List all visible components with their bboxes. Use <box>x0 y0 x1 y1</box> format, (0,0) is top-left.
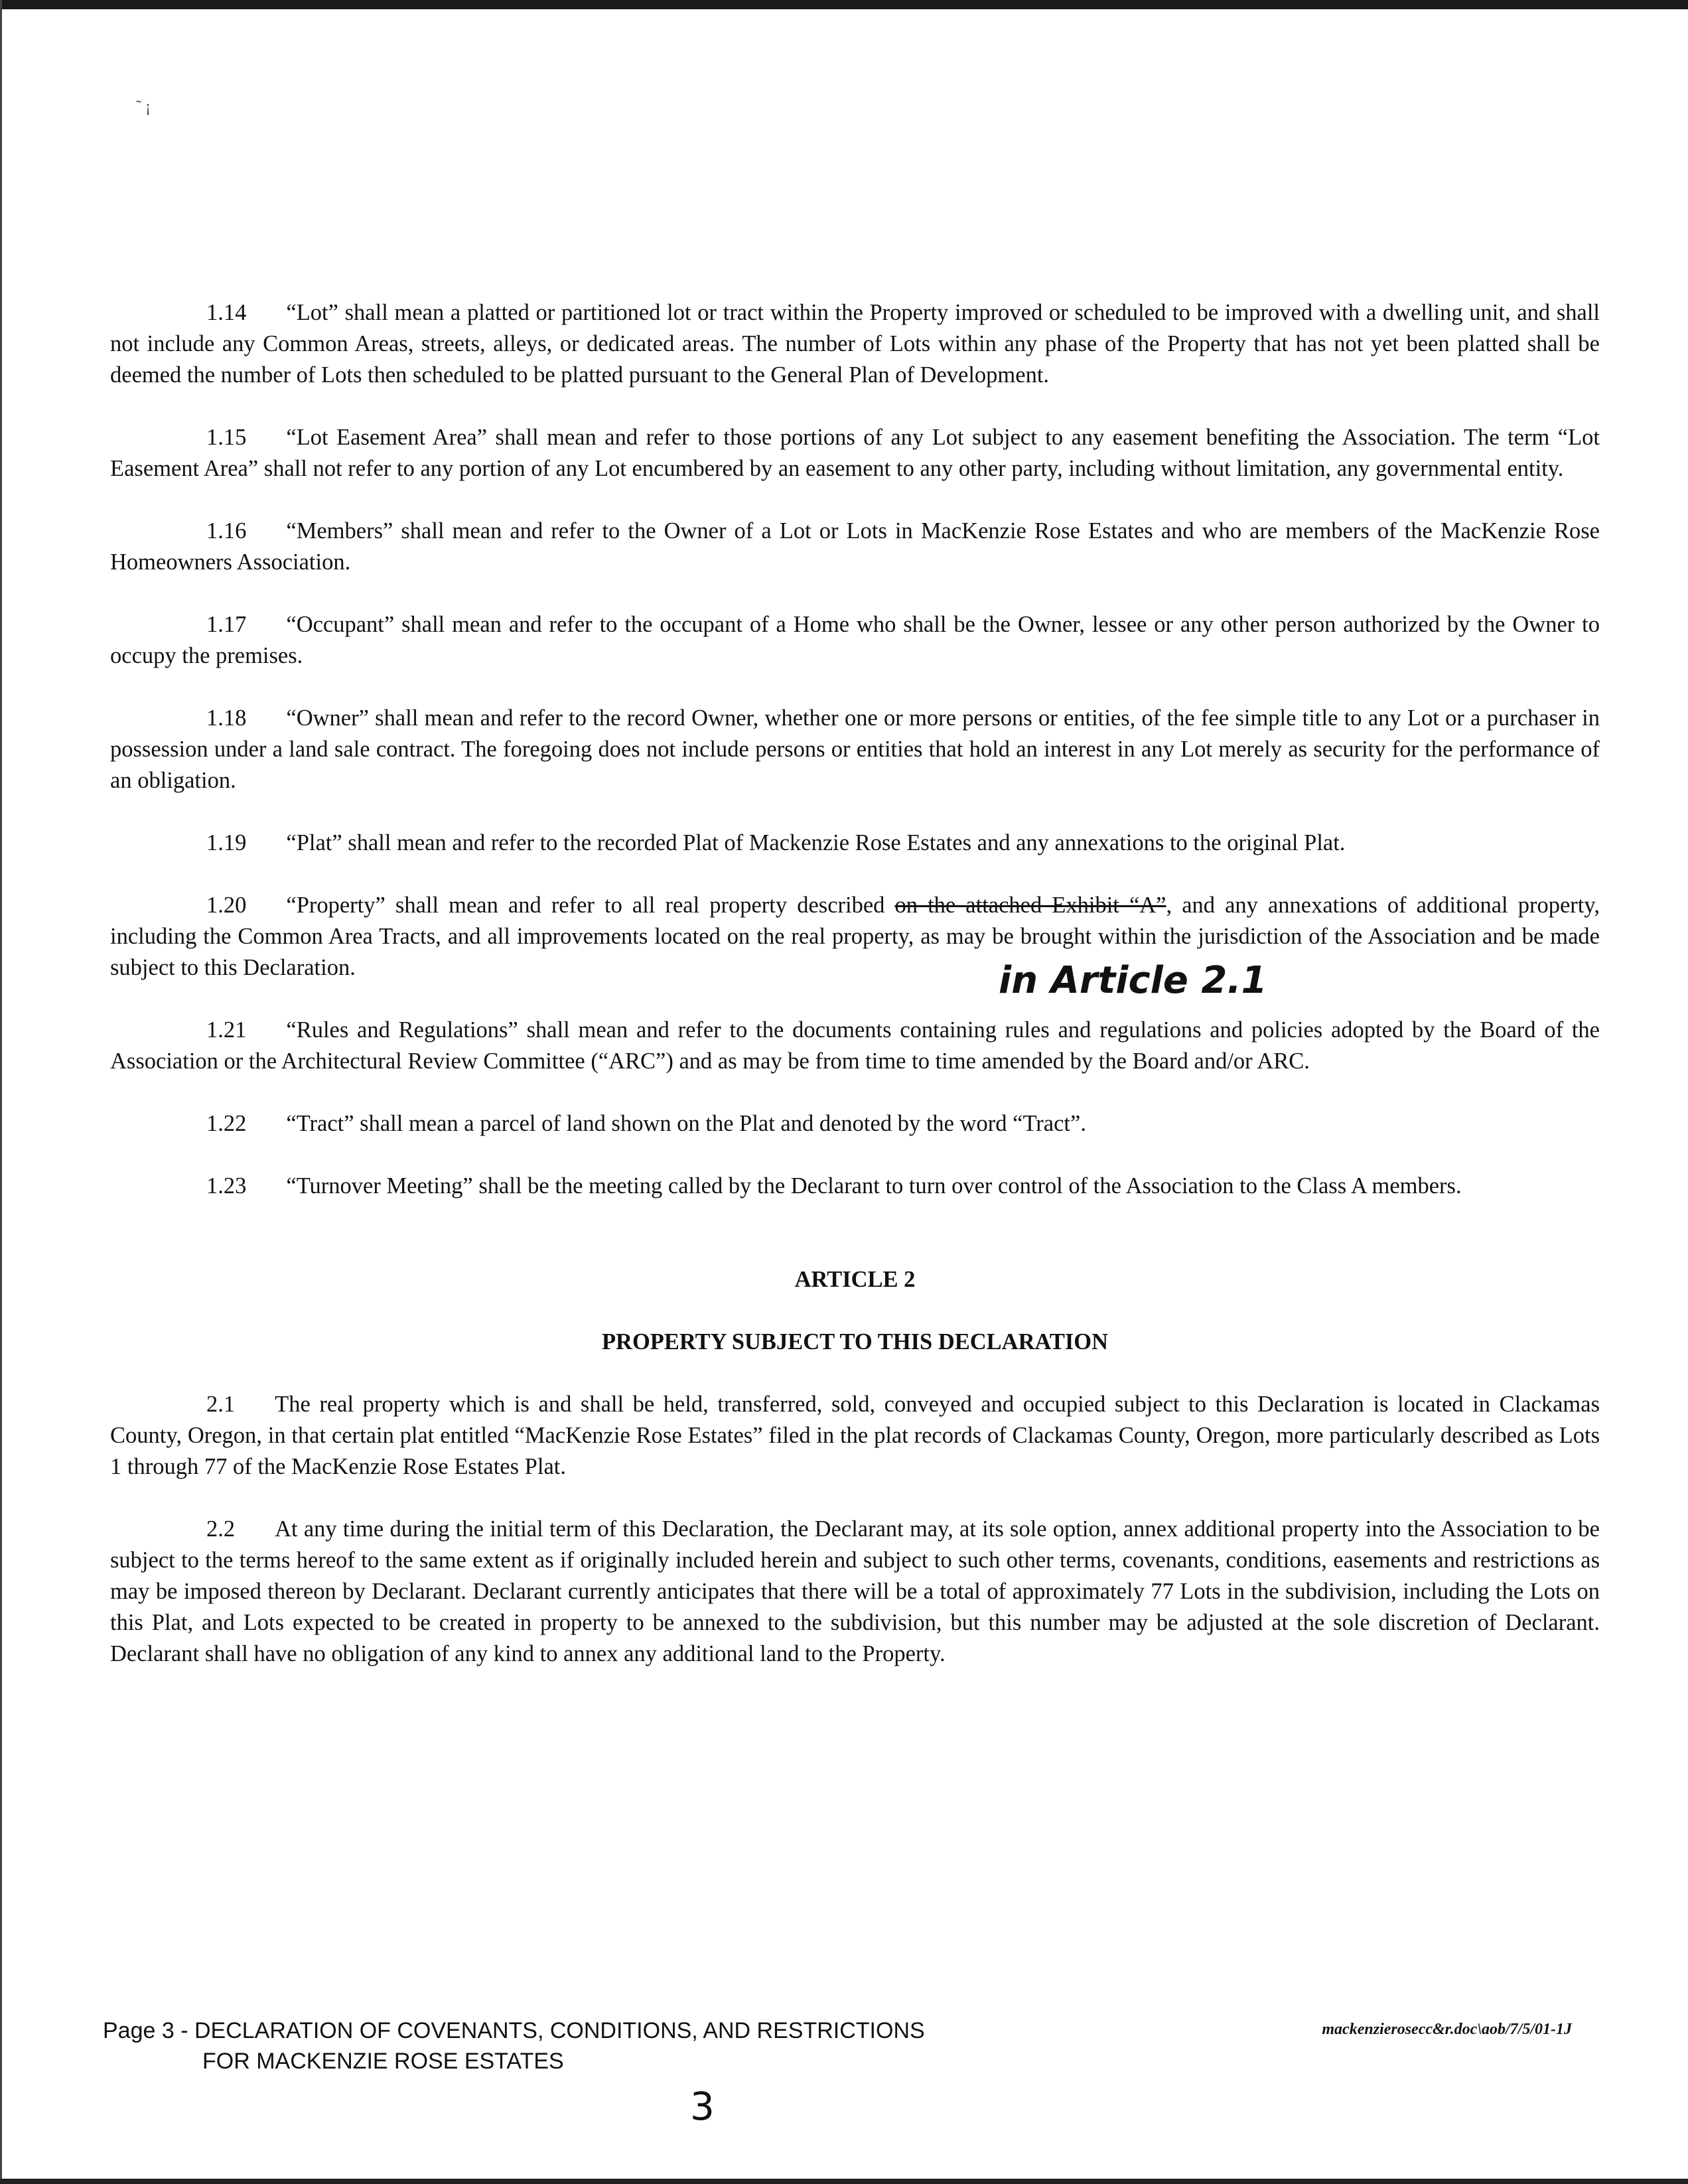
section-number: 1.22 <box>206 1111 247 1136</box>
paragraph-text: At any time during the initial term of this Declaration, the Declarant may, at its sole option, annex additional property into the Association to be subject to the terms hereof to the same extent as if originally included herein and subject to such other terms, covenants, conditions, easements and restrictions as may be imposed thereon by Declarant. Declarant currently anticipates that there will be a total of approximately 77 Lots in the subdivision, including the Lots on this Plat, and Lots expected to be created in property to be annexed to the subdivision, but this number may be adjusted at the sole discretion of Declarant. Declarant shall have no obligation of any kind to annex any additional land to the Property. <box>110 1516 1600 1666</box>
definition-text-after: , and any annexations of additional property, including the Common Area Tracts, and all improvements located on the real property, as may be brought within the jurisdiction of the Association and be made subject to this Declaration. <box>110 893 1600 980</box>
struck-text: on the attached Exhibit “A” <box>894 893 1166 918</box>
paragraph-text: “Plat” shall mean and refer to the recorded Plat of Mackenzie Rose Estates and any annexations to the original Plat. <box>286 830 1346 855</box>
definitions-block-1 <box>110 297 1600 859</box>
scan-specks: ˜ ¡ <box>136 98 151 115</box>
article-heading: ARTICLE 2 <box>794 1267 916 1292</box>
section-number: 1.17 <box>206 612 247 637</box>
article-subheading: PROPERTY SUBJECT TO THIS DECLARATION <box>601 1329 1109 1354</box>
footer-line-2: FOR MACKENZIE ROSE ESTATES <box>202 2049 564 2074</box>
handwritten-page-number: 3 <box>690 2084 715 2129</box>
paragraph-text: “Owner” shall mean and refer to the record Owner, whether one or more persons or entities, of the fee simple title to any Lot or a purchaser in possession under a land sale contract. The foregoing does not include persons or entities that hold an interest in any Lot merely as security for the performance of an obligation. <box>110 705 1600 793</box>
file-reference: mackenzierosecc&r.doc\aob/7/5/01-1J <box>1322 2021 1572 2038</box>
paragraph-text: “Rules and Regulations” shall mean and refer to the documents containing rules and regulations and policies adopted by the Board of the Association or the Architectural Review Committee (“ARC”) and as may be from time to time amended by the Board and/or ARC. <box>110 1017 1600 1074</box>
handwritten-insertion: in Article 2.1 <box>999 959 1267 1002</box>
scan-bottom-border <box>0 2179 1688 2184</box>
section-number: 2.2 <box>206 1516 236 1542</box>
section-number: 2.1 <box>206 1392 236 1417</box>
section-number: 1.18 <box>206 705 247 731</box>
paragraph-text: “Turnover Meeting” shall be the meeting called by the Declarant to turn over control of the Association to the Class A members. <box>286 1173 1462 1199</box>
paragraph-text: The real property which is and shall be held, transferred, sold, conveyed and occupied subject to this Declaration is located in Clackamas County, Oregon, in that certain plat entitled “MacKenzie Rose Estates” filed in the plat records of Clackamas County, Oregon, more particularly described as Lots 1 through 77 of the MacKenzie Rose Estates Plat. <box>110 1392 1600 1479</box>
paragraph-text: “Tract” shall mean a parcel of land shown on the Plat and denoted by the word “Tract”. <box>286 1111 1086 1136</box>
section-number: 1.14 <box>206 300 247 325</box>
definition-paragraph <box>110 1171 1600 1202</box>
definition-paragraph <box>110 828 1600 859</box>
article-paragraphs <box>110 1358 1600 1670</box>
paragraph-text: “Lot Easement Area” shall mean and refer to those portions of any Lot subject to any easement benefiting the Association. The term “Lot Easement Area” shall not refer to any portion of any Lot encumbered by an easement to any other party, including without limitation, any governmental entity. <box>110 425 1600 481</box>
definition-paragraph <box>110 1389 1600 1483</box>
section-number: 1.23 <box>206 1173 247 1199</box>
definition-paragraph <box>110 1514 1600 1670</box>
scan-left-edge <box>0 0 2 2184</box>
definition-paragraph <box>110 422 1600 484</box>
definition-1-20 <box>110 890 1600 983</box>
paragraph-text: “Members” shall mean and refer to the Owner of a Lot or Lots in MacKenzie Rose Estates and who are members of the MacKenzie Rose Homeowners Association. <box>110 518 1600 575</box>
definition-paragraph <box>110 703 1600 796</box>
definitions-block-2 <box>110 983 1600 1202</box>
definition-text-before: “Property” shall mean and refer to all real property described <box>286 893 895 918</box>
section-number: 1.19 <box>206 830 247 855</box>
definition-paragraph <box>110 609 1600 672</box>
footer-line-1: Page 3 - DECLARATION OF COVENANTS, CONDITIONS, AND RESTRICTIONS <box>103 2018 925 2043</box>
document-body <box>110 297 1600 1670</box>
paragraph-text: “Occupant” shall mean and refer to the occupant of a Home who shall be the Owner, lessee or any other person authorized by the Owner to occupy the premises. <box>110 612 1600 668</box>
scan-top-border <box>0 0 1688 9</box>
paragraph-text: “Lot” shall mean a platted or partitioned lot or tract within the Property improved or scheduled to be improved with a dwelling unit, and shall not include any Common Areas, streets, alleys, or dedicated areas. The number of Lots within any phase of the Property that has not yet been platted shall be deemed the number of Lots then scheduled to be platted pursuant to the General Plan of Development. <box>110 300 1600 388</box>
section-number: 1.21 <box>206 1017 247 1043</box>
definition-paragraph <box>110 297 1600 391</box>
section-number: 1.20 <box>206 893 247 918</box>
definition-paragraph <box>110 1108 1600 1139</box>
section-number: 1.15 <box>206 425 247 450</box>
definition-paragraph <box>110 1015 1600 1077</box>
page-footer <box>103 2015 925 2076</box>
definition-paragraph <box>110 516 1600 578</box>
section-number: 1.16 <box>206 518 247 544</box>
